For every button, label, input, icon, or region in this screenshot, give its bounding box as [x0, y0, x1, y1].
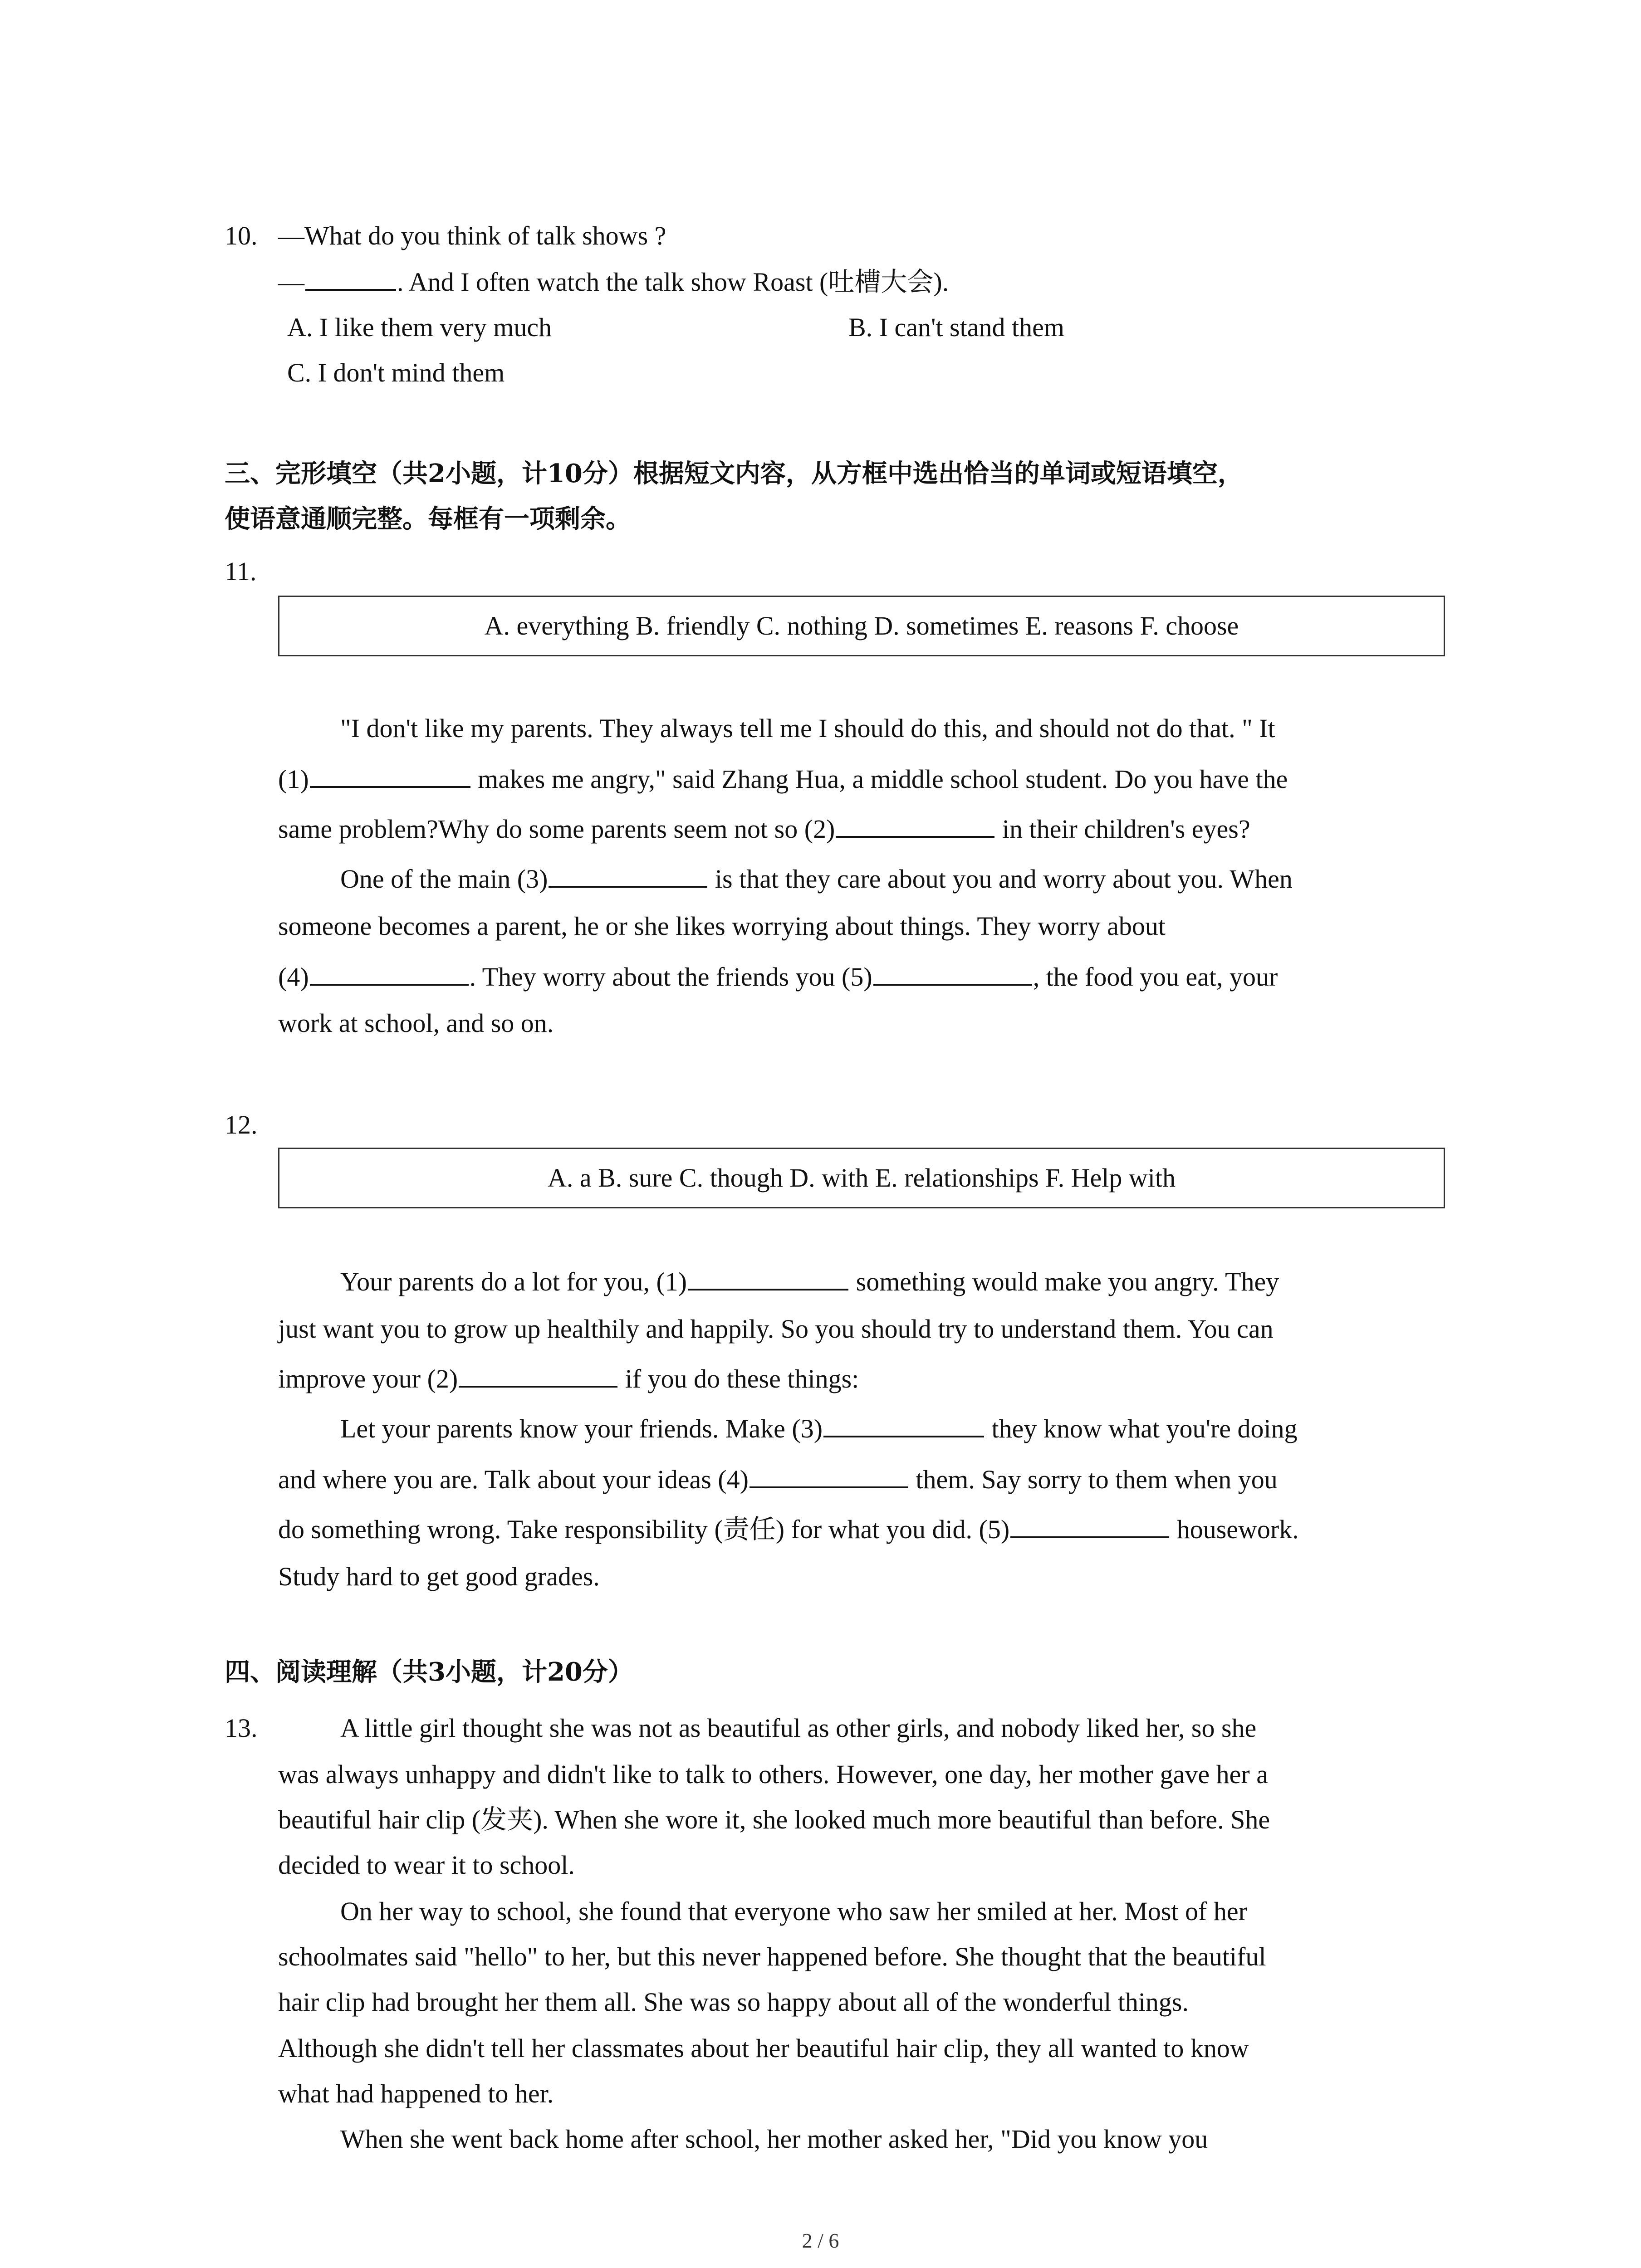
question-12-word-box: A. a B. sure C. though D. with E. relationships F. Help with [278, 1148, 1445, 1208]
q11-line-4-tail: is that they care about you and worry about you. When [708, 864, 1293, 894]
blank-3[interactable] [823, 1408, 984, 1437]
q13-line-8: Although she didn't tell her classmates about her beautiful hair clip, they all wanted to know [278, 2033, 1249, 2063]
q13-line-1: A little girl thought she was not as beautiful as other girls, and nobody liked her, so she [340, 1713, 1257, 1743]
q11-line-3 [278, 807, 1250, 852]
question-12-number: 12. [225, 1110, 258, 1139]
blank-1[interactable] [310, 759, 470, 788]
q12-line-6-tail: housework. [1170, 1515, 1299, 1544]
q12-line-7: Study hard to get good grades. [278, 1562, 600, 1591]
q12-line-1-tail: something would make you angry. They [849, 1267, 1279, 1296]
option-a[interactable]: A. I like them very much [287, 313, 552, 342]
q11-line-6-text: . They worry about the friends you (5) [469, 962, 872, 992]
q11-line-6 [278, 954, 1278, 1000]
section-3-heading-line-2: 使语意通顺完整。每框有一项剩余。 [225, 504, 631, 534]
q12-line-4-tail: they know what you're doing [985, 1414, 1298, 1443]
q12-line-3 [278, 1356, 859, 1402]
q13-line-7: hair clip had brought her them all. She was so happy about all of the wonderful things. [278, 1987, 1189, 2017]
q11-line-6-tail: , the food you eat, your [1033, 962, 1278, 992]
question-10-number: 10. [225, 221, 258, 250]
q12-line-5-tail: them. Say sorry to them when you [909, 1465, 1278, 1494]
blank-4[interactable] [749, 1459, 908, 1488]
q13-line-9: what had happened to her. [278, 2079, 554, 2108]
page-number: 2 / 6 [802, 2229, 839, 2252]
q11-line-3-text: same problem?Why do some parents seem not so (2) [278, 814, 835, 844]
q12-line-1-text: Your parents do a lot for you, (1) [340, 1267, 687, 1296]
q11-line-7: work at school, and so on. [278, 1008, 554, 1038]
section-3-heading-line-1: 三、完形填空（共2小题，计10分）根据短文内容，从方框中选出恰当的单词或短语填空， [225, 459, 1243, 489]
q12-line-6 [278, 1507, 1299, 1552]
q12-line-4-text: Let your parents know your friends. Make (3) [340, 1414, 823, 1443]
q13-line-4: decided to wear it to school. [278, 1850, 575, 1880]
answer-blank[interactable] [305, 262, 396, 291]
answer-text: . And I often watch the talk show Roast (吐槽大会). [397, 267, 949, 297]
question-11-word-box: A. everything B. friendly C. nothing D. sometimes E. reasons F. choose [278, 596, 1445, 656]
q12-line-3-text: improve your (2) [278, 1364, 458, 1393]
blank-5[interactable] [873, 957, 1032, 986]
answer-dash: — [278, 267, 304, 297]
q11-line-5: someone becomes a parent, he or she likes worrying about things. They worry about [278, 911, 1166, 941]
q12-line-5 [278, 1457, 1278, 1502]
q11-line-1: "I don't like my parents. They always tell me I should do this, and should not do that. " It [340, 714, 1275, 743]
q12-line-2: just want you to grow up healthily and happily. So you should try to understand them. You can [278, 1314, 1274, 1344]
question-10-answer-line [278, 259, 949, 305]
blank-1[interactable] [688, 1261, 848, 1290]
q11-line-4-text: One of the main (3) [340, 864, 548, 894]
option-b[interactable]: B. I can't stand them [848, 313, 1064, 342]
blank-2[interactable] [459, 1359, 617, 1388]
question-11-number: 11. [225, 557, 257, 586]
blank-4[interactable] [310, 957, 469, 986]
q12-line-3-tail: if you do these things: [618, 1364, 859, 1393]
q12-line-5-text: and where you are. Talk about your ideas (4) [278, 1465, 749, 1494]
q12-line-6-text: do something wrong. Take responsibility (责任) for what you did. (5) [278, 1515, 1010, 1544]
q13-line-10: When she went back home after school, her mother asked her, "Did you know you [340, 2124, 1208, 2154]
section-4-heading: 四、阅读理解（共3小题，计20分） [225, 1657, 633, 1687]
q11-line-2-text: makes me angry," said Zhang Hua, a middle school student. Do you have the [471, 764, 1288, 794]
blank-label: (1) [278, 764, 309, 794]
q13-line-2: was always unhappy and didn't like to talk to others. However, one day, her mother gave her a [278, 1760, 1268, 1789]
q11-line-2 [278, 757, 1288, 802]
blank-5[interactable] [1010, 1509, 1169, 1538]
q11-line-4 [340, 856, 1293, 902]
q11-line-3-tail: in their children's eyes? [995, 814, 1250, 844]
q13-line-5: On her way to school, she found that everyone who saw her smiled at her. Most of her [340, 1897, 1247, 1926]
blank-3[interactable] [549, 859, 707, 888]
question-13-number: 13. [225, 1713, 258, 1743]
question-10-prompt: —What do you think of talk shows ? [278, 221, 666, 250]
blank-2[interactable] [836, 809, 994, 838]
q13-line-3: beautiful hair clip (发夹). When she wore it, she looked much more beautiful than before. She [278, 1805, 1270, 1834]
q12-line-4 [340, 1406, 1298, 1452]
q12-line-1 [340, 1259, 1279, 1305]
option-c[interactable]: C. I don't mind them [287, 358, 505, 387]
blank-label: (4) [278, 962, 309, 992]
q13-line-6: schoolmates said "hello" to her, but this never happened before. She thought that the beautiful [278, 1942, 1266, 1971]
